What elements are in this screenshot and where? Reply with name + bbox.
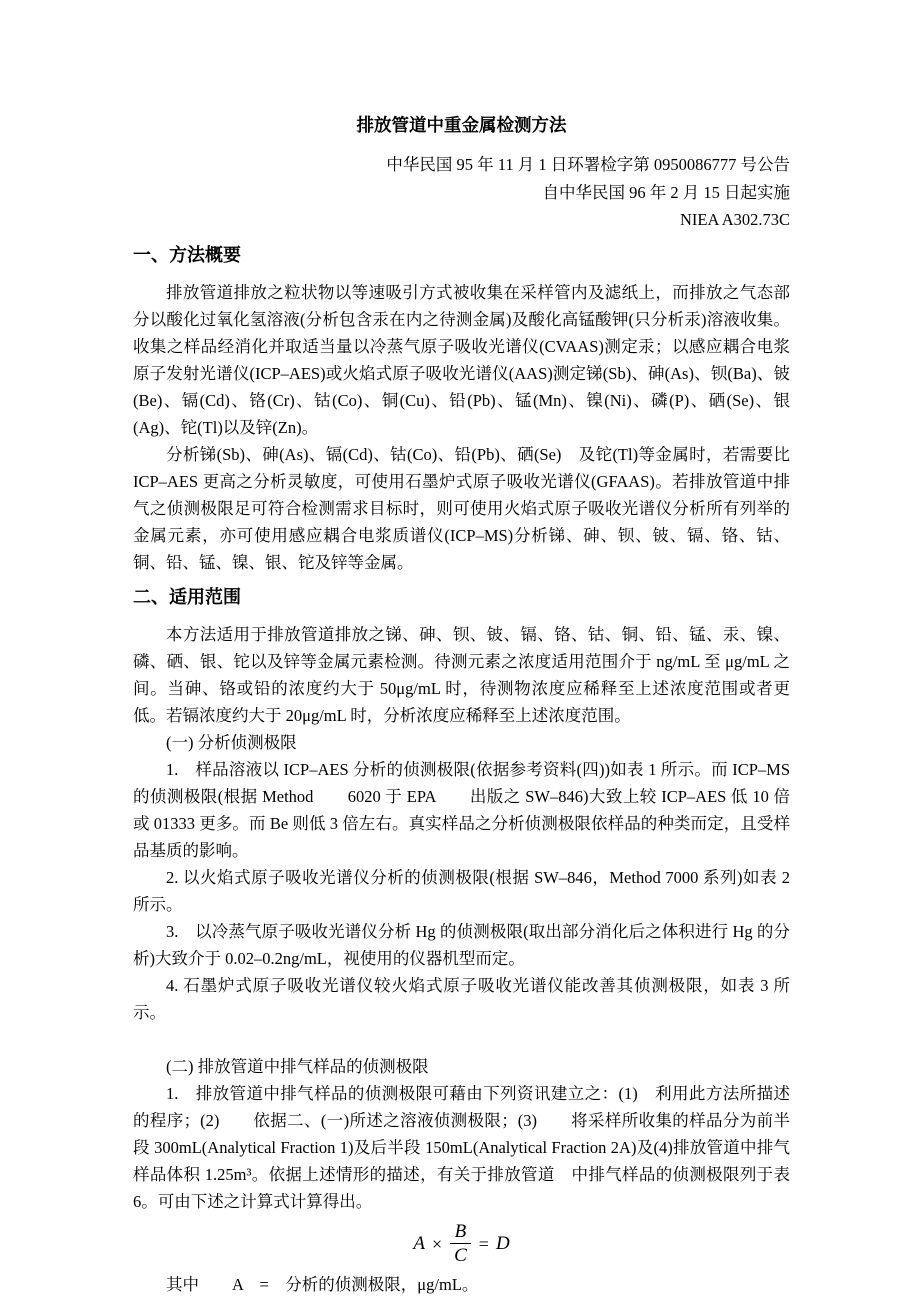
section-1-paragraph-1: 排放管道排放之粒状物以等速吸引方式被收集在采样管内及滤纸上，而排放之气态部分以酸化过氧化氢溶液(分析包含汞在内之待测金属)及酸化高锰酸钾(只分析汞)溶液收集。收集之样品经消化并取适当量以冷蒸气原子吸收光谱仪(CVAAS)测定汞；以感应耦合电浆原子发射光谱仪(ICP–AES)或火焰式原子吸收光谱仪(AAS)测定锑(Sb)、砷(As)、钡(Ba)、铍(Be)、镉(Cd)、铬(Cr)、钴(Co)、铜(Cu)、铅(Pb)、锰(Mn)、镍(Ni)、磷(P)、硒(Se)、银(Ag)、铊(Tl)以及锌(Zn)。 xyxy=(133,282,790,437)
detection-limit-item-4: 4. 石墨炉式原子吸收光谱仪较火焰式原子吸收光谱仪能改善其侦测极限，如表 3 所示。 xyxy=(133,975,790,1022)
section-1-heading: 一、方法概要 xyxy=(133,244,241,265)
detection-limit-item-1: 1. 样品溶液以 ICP–AES 分析的侦测极限(依据参考资料(四))如表 1 所示。而 ICP–MS 的侦测极限(根据 Method 6020 于 EPA 出版之 SW–846)大致上较 ICP–AES 低 10 倍或 01333 更多。而 Be 则低 3 倍左右。真实样品之分析侦测极限依样品的种类而定，且受样品基质的影响。 xyxy=(133,759,790,860)
detection-limit-formula xyxy=(133,1221,790,1268)
variable-definition-a: 其中 A = 分析的侦测极限，μg/mL。 xyxy=(166,1275,479,1295)
formula-denominator: C xyxy=(454,1245,467,1267)
section-2-heading: 二、适用范围 xyxy=(133,586,241,607)
formula-numerator: B xyxy=(450,1221,472,1245)
formula-variable-d: D xyxy=(495,1232,510,1254)
method-code: NIEA A302.73C xyxy=(679,210,790,229)
subsection-1-heading: (一) 分析侦测极限 xyxy=(166,732,297,752)
formula-fraction xyxy=(449,1221,472,1268)
subsection-2-heading: (二) 排放管道中排气样品的侦测极限 xyxy=(166,1056,429,1076)
formula-variable-a: A xyxy=(413,1232,425,1254)
document-title: 排放管道中重金属检测方法 xyxy=(356,115,567,135)
announcement-line-1: 中华民国 95 年 11 月 1 日环署检字第 0950086777 号公告 xyxy=(386,155,790,174)
section-2-intro: 本方法适用于排放管道排放之锑、砷、钡、铍、镉、铬、钴、铜、铅、锰、汞、镍、磷、硒、银、铊以及锌等金属元素检测。待测元素之浓度适用范围介于 ng/mL 至 μg/mL 之间。当砷、铬或铅的浓度约大于 50μg/mL 时，待测物浓度应稀释至上述浓度范围或者更低。若镉浓度约大于 20μg/mL 时，分析浓度应稀释至上述浓度范围。 xyxy=(133,624,790,725)
detection-limit-item-2: 2. 以火焰式原子吸收光谱仪分析的侦测极限(根据 SW–846，Method 7000 系列)如表 2 所示。 xyxy=(133,867,790,914)
detection-limit-item-3: 3. 以冷蒸气原子吸收光谱仪分析 Hg 的侦测极限(取出部分消化后之体积进行 Hg 的分析)大致介于 0.02–0.2ng/mL，视使用的仪器机型而定。 xyxy=(133,921,790,968)
announcement-block xyxy=(133,151,790,234)
announcement-line-2: 自中华民国 96 年 2 月 15 日起实施 xyxy=(542,182,790,202)
section-1-paragraph-2: 分析锑(Sb)、砷(As)、镉(Cd)、钴(Co)、铅(Pb)、硒(Se) 及铊(Tl)等金属时，若需要比 ICP–AES 更高之分析灵敏度，可使用石墨炉式原子吸收光谱仪(GFAAS)。若排放管道中排气之侦测极限足可符合检测需求目标时，则可使用火焰式原子吸收光谱仪分析所有列举的金属元素，亦可使用感应耦合电浆质谱仪(ICP–MS)分析锑、砷、钡、铍、镉、铬、钴、铜、铅、锰、镍、银、铊及锌等金属。 xyxy=(133,444,790,572)
equals-sign: = xyxy=(478,1233,489,1254)
stack-sample-item-1: 1. 排放管道中排气样品的侦测极限可藉由下列资讯建立之：(1) 利用此方法所描述的程序；(2) 依据二、(一)所述之溶液侦测极限；(3) 将采样所收集的样品分为前半段 300mL(Analytical Fraction 1)及后半段 150mL(Analytical Fraction 2A)及(4)排放管道中排气样品体积 1.25m³。依据上述情形的描述，有关于排放管道 中排气样品的侦测极限列于表 6。可由下述之计算式计算得出。 xyxy=(133,1083,790,1211)
multiply-operator: × xyxy=(431,1233,443,1254)
